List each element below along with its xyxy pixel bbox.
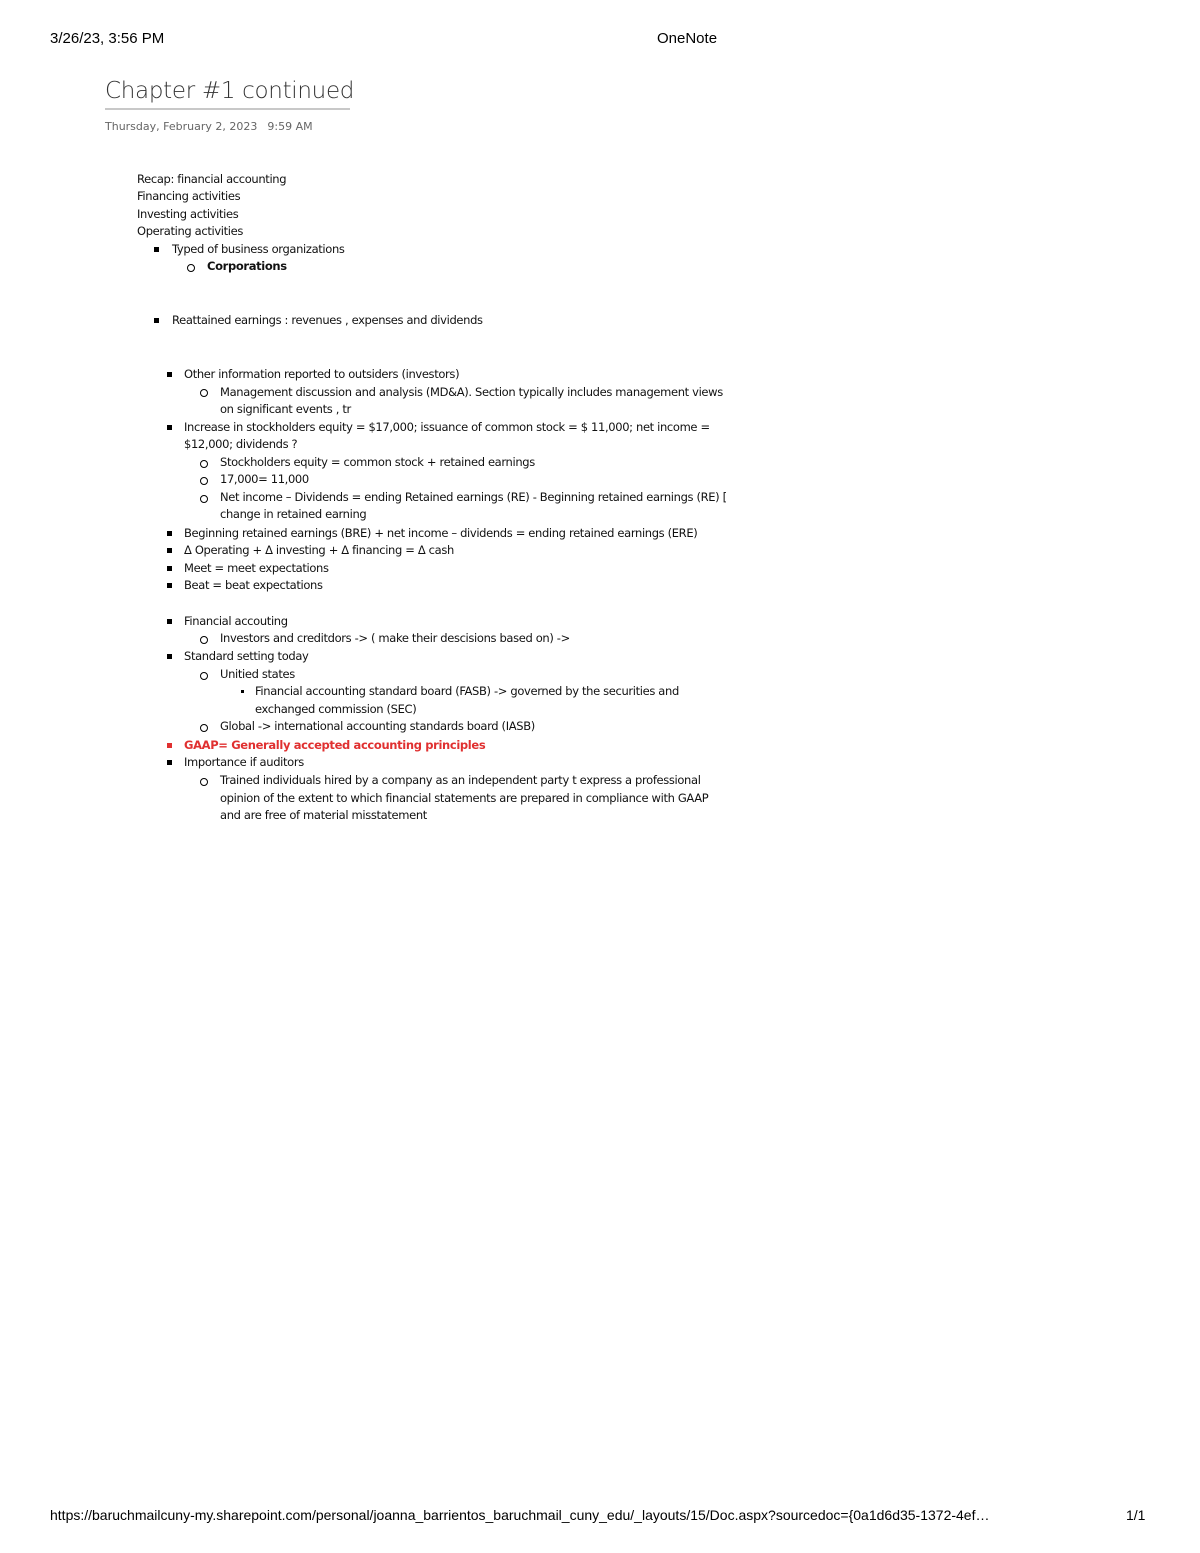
page-time: 9:59 AM [267, 120, 313, 133]
note-line-calc: 17,000= 11,000 [220, 472, 309, 486]
circle-bullet-icon [200, 495, 208, 503]
note-line-fin-acct: Financial accouting [184, 614, 288, 628]
title-underline [105, 108, 350, 110]
page-title: Chapter #1 continued [105, 78, 355, 104]
note-line-importance: Importance if auditors [184, 755, 304, 769]
note-line-corporations: Corporations [207, 259, 287, 273]
note-line-trained-2: opinion of the extent to which financial statements are prepared in compliance with GAAP [220, 791, 709, 805]
square-bullet-icon [167, 583, 172, 588]
circle-bullet-icon [200, 389, 208, 397]
circle-bullet-icon [200, 778, 208, 786]
print-datetime: 3/26/23, 3:56 PM [50, 30, 165, 47]
circle-bullet-icon [200, 460, 208, 468]
circle-bullet-icon [187, 264, 195, 272]
note-line-standard: Standard setting today [184, 649, 309, 663]
note-line-trained-1: Trained individuals hired by a company as an independent party t express a professional [220, 773, 701, 787]
square-bullet-icon [167, 548, 172, 553]
note-line-net-income-1: Net income – Dividends = ending Retained earnings (RE) - Beginning retained earnings (RE) [ [220, 490, 727, 504]
note-line-us: Unitied states [220, 667, 295, 681]
square-bullet-icon [167, 619, 172, 624]
print-page-count: 1/1 [1126, 1507, 1146, 1523]
note-line-increase-2: $12,000; dividends ? [184, 437, 298, 451]
square-bullet-icon [167, 372, 172, 377]
note-line-beginning-re: Beginning retained earnings (BRE) + net income – dividends = ending retained earnings (ERE) [184, 526, 698, 540]
circle-bullet-icon [200, 636, 208, 644]
square-bullet-icon [167, 743, 172, 748]
square-bullet-icon [154, 247, 159, 252]
note-line-trained-3: and are free of material misstatement [220, 808, 427, 822]
note-line-fasb-2: exchanged commission (SEC) [255, 702, 417, 716]
square-bullet-icon [154, 318, 159, 323]
note-line-fasb-1: Financial accounting standard board (FASB) -> governed by the securities and [255, 684, 679, 698]
note-line-mdna-1: Management discussion and analysis (MD&A). Section typically includes management views [220, 385, 723, 399]
print-footer-url: https://baruchmailcuny-my.sharepoint.com/personal/joanna_barrientos_baruchmail_cuny_edu/_layouts/15/Doc.aspx?sourcedoc={0a1d6d35-1372-4ef… [50, 1507, 990, 1523]
page-date: Thursday, February 2, 2023 [105, 120, 258, 133]
square-bullet-icon [167, 425, 172, 430]
note-line-stockholders-equity: Stockholders equity = common stock + retained earnings [220, 455, 535, 469]
note-line-global: Global -> international accounting standards board (IASB) [220, 719, 535, 733]
note-line-beat: Beat = beat expectations [184, 578, 323, 592]
square-bullet-icon [167, 531, 172, 536]
note-line-typed-orgs: Typed of business organizations [172, 242, 345, 256]
note-line-financing: Financing activities [137, 189, 241, 203]
note-line-increase-1: Increase in stockholders equity = $17,000; issuance of common stock = $ 11,000; net income = [184, 420, 710, 434]
note-line-gaap: GAAP= Generally accepted accounting principles [184, 738, 486, 752]
note-line-mdna-2: on significant events , tr [220, 402, 351, 416]
page-datetime [105, 120, 313, 133]
small-bullet-icon [241, 690, 244, 693]
square-bullet-icon [167, 566, 172, 571]
circle-bullet-icon [200, 672, 208, 680]
note-line-reattained: Reattained earnings : revenues , expenses and dividends [172, 313, 483, 327]
note-line-operating: Operating activities [137, 224, 243, 238]
note-line-delta: Δ Operating + Δ investing + Δ financing = Δ cash [184, 543, 454, 557]
square-bullet-icon [167, 654, 172, 659]
note-line-investing: Investing activities [137, 207, 239, 221]
note-line-investors: Investors and creditdors -> ( make their descisions based on) -> [220, 631, 570, 645]
circle-bullet-icon [200, 724, 208, 732]
note-line-recap: Recap: financial accounting [137, 172, 287, 186]
circle-bullet-icon [200, 477, 208, 485]
square-bullet-icon [167, 760, 172, 765]
note-line-other-info: Other information reported to outsiders (investors) [184, 367, 460, 381]
print-app-name: OneNote [657, 30, 718, 47]
note-line-meet: Meet = meet expectations [184, 561, 329, 575]
note-line-net-income-2: change in retained earning [220, 507, 367, 521]
